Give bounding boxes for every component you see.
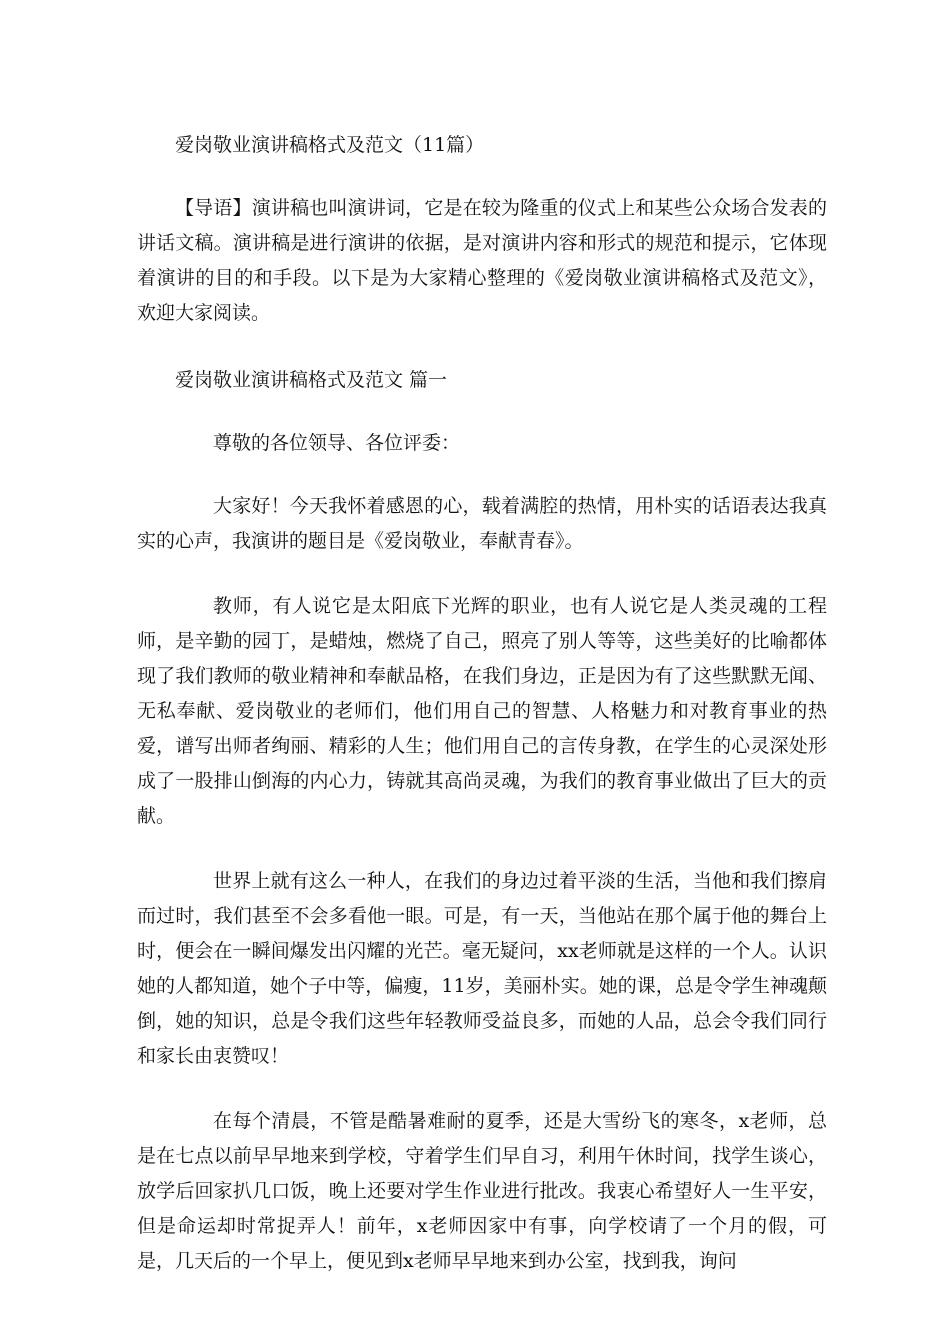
body-paragraph-1: 大家好！今天我怀着感恩的心，载着满腔的热情，用朴实的话语表达我真实的心声，我演讲的题目是《爱岗敬业，奉献青春》。 <box>137 495 827 552</box>
body-paragraph-2: 教师，有人说它是太阳底下光辉的职业，也有人说它是人类灵魂的工程师，是辛勤的园丁，是蜡烛，燃烧了自己，照亮了别人等等，这些美好的比喻都体现了我们教师的敬业精神和奉献品格，在我们身边，正是因为有了这些默默无闻、无私奉献、爱岗敬业的老师们，他们用自己的智慧、人格魅力和对教育事业的热爱，谱写出师者绚丽、精彩的人生；他们用自己的言传身教，在学生的心灵深处形成了一股排山倒海的内心力，铸就其高尚灵魂，为我们的教育事业做出了巨大的贡献。 <box>137 595 827 827</box>
section-title: 爱岗敬业演讲稿格式及范文 篇一 <box>175 369 448 391</box>
document-title: 爱岗敬业演讲稿格式及范文（11篇） <box>175 134 485 156</box>
salutation: 尊敬的各位领导、各位评委： <box>213 432 461 454</box>
intro-paragraph: 【导语】演讲稿也叫演讲词，它是在较为隆重的仪式上和某些公众场合发表的讲话文稿。演讲稿是进行演讲的依据，是对演讲内容和形式的规范和提示，它体现着演讲的目的和手段。以下是为大家精心整理的《爱岗敬业演讲稿格式及范文》，欢迎大家阅读。 <box>137 197 827 324</box>
body-paragraph-4: 在每个清晨，不管是酷暑难耐的夏季，还是大雪纷飞的寒冬，x老师，总是在七点以前早早地来到学校，守着学生们早自习，利用午休时间，找学生谈心，放学后回家扒几口饭，晚上还要对学生作业进行批改。我衷心希望好人一生平安，但是命运却时常捉弄人！前年，x老师因家中有事，向学校请了一个月的假，可是，几天后的一个早上，便见到x老师早早地来到办公室，找到我，询问 <box>137 1110 827 1272</box>
body-paragraph-3: 世界上就有这么一种人，在我们的身边过着平淡的生活，当他和我们擦肩而过时，我们甚至不会多看他一眼。可是，有一天，当他站在那个属于他的舞台上时，便会在一瞬间爆发出闪耀的光芒。毫无疑问，xx老师就是这样的一个人。认识她的人都知道，她个子中等，偏瘦，11岁，美丽朴实。她的课，总是令学生神魂颠倒，她的知识，总是令我们这些年轻教师受益良多，而她的人品，总会令我们同行和家长由衷赞叹！ <box>137 870 827 1067</box>
document-body <box>137 128 827 1279</box>
